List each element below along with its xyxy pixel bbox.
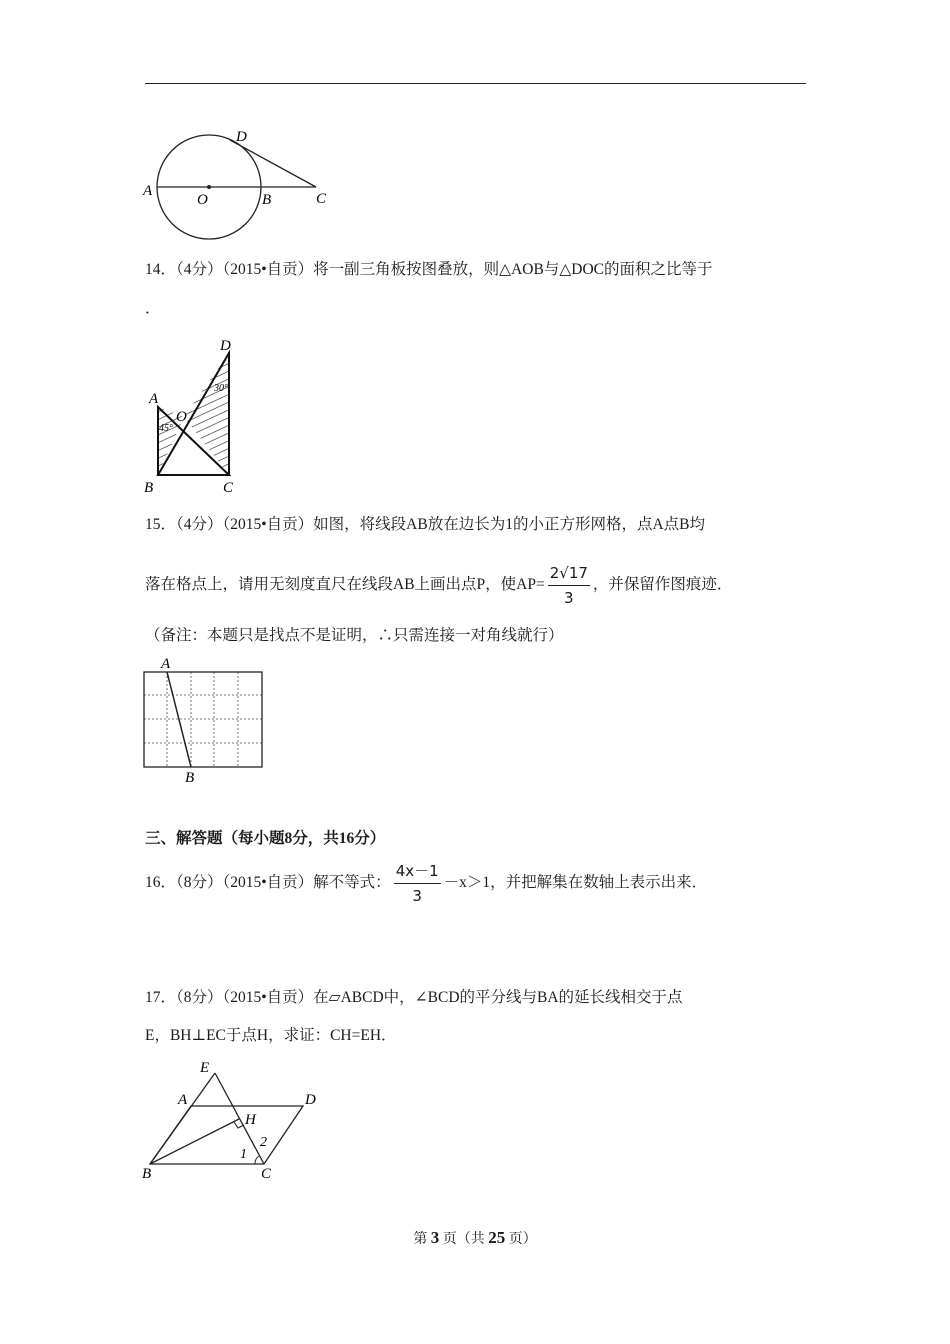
q16-frac-num: 4x－1: [394, 860, 441, 884]
header-rule: [145, 83, 806, 84]
angle-1: 1: [240, 1147, 247, 1162]
footer-page: 3: [430, 1228, 440, 1247]
label-o: O: [197, 192, 208, 208]
q16-frac-den: 3: [412, 887, 422, 905]
label-d: D: [220, 338, 231, 354]
label-b: B: [262, 192, 272, 208]
section-heading: 三、解答题（每小题8分，共16分）: [145, 830, 386, 847]
footer-total: 25: [488, 1228, 506, 1247]
label-b: B: [185, 770, 195, 785]
angle-45: 45°: [159, 423, 173, 434]
q14-line2: ．: [145, 300, 161, 317]
label-c: C: [316, 191, 327, 207]
page-footer: [0, 1228, 950, 1248]
q15-fraction: [548, 562, 590, 609]
figure-parallelogram: [138, 1052, 338, 1182]
label-o: O: [176, 409, 187, 425]
figure-circle-tangent: [138, 125, 338, 245]
label-b: B: [142, 1166, 152, 1182]
shaded-triangle-doc: [184, 353, 229, 475]
q17-line2: E，BH⊥EC于点H，求证：CH=EH．: [145, 1027, 397, 1044]
label-a: A: [161, 656, 171, 672]
q15-line1: 15．（4分）（2015•自贡）如图，将线段AB放在边长为1的小正方形网格，点A点B均: [145, 516, 705, 533]
label-d: D: [236, 129, 247, 145]
footer-pre: 第: [413, 1232, 431, 1247]
center-dot: [207, 185, 211, 189]
footer-post: 页）: [505, 1232, 537, 1247]
q16-post: －x＞1，并把解集在数轴上表示出来．: [443, 874, 708, 892]
line-be: [150, 1073, 215, 1164]
q15-frac-den: 3: [564, 589, 574, 607]
q17-line1: 17．（8分）（2015•自贡）在▱ABCD中，∠BCD的平分线与BA的延长线相交于点: [145, 989, 683, 1006]
figure-grid: [140, 655, 270, 785]
segment-ab: [167, 672, 191, 767]
tangent-dc: [230, 140, 316, 187]
label-d: D: [305, 1092, 316, 1108]
q15-note: （备注：本题只是找点不是证明，∴只需连接一对角线就行）: [145, 627, 564, 644]
figure-set-squares: [140, 335, 250, 495]
label-c: C: [261, 1166, 272, 1182]
angle-arc-c: [255, 1156, 259, 1164]
q15-line2-post: ，并保留作图痕迹．: [592, 576, 733, 594]
label-a: A: [143, 183, 153, 199]
q16-fraction: [394, 860, 441, 907]
footer-mid: 页（共: [439, 1232, 489, 1247]
q16-pre: 16．（8分）（2015•自贡）解不等式：: [145, 874, 391, 892]
label-h: H: [245, 1112, 256, 1128]
label-e: E: [200, 1060, 210, 1076]
label-a: A: [178, 1092, 188, 1108]
q15-line2: [145, 562, 732, 609]
q14-line1: 14．（4分）（2015•自贡）将一副三角板按图叠放，则△AOB与△DOC的面积之比等于: [145, 261, 713, 278]
q16-line: [145, 860, 707, 907]
label-b: B: [144, 480, 154, 495]
angle-2: 2: [260, 1135, 267, 1150]
line-bh: [150, 1119, 239, 1164]
parallelogram-abcd: [150, 1106, 303, 1164]
label-a: A: [149, 391, 159, 407]
q15-line2-pre: 落在格点上，请用无刻度直尺在线段AB上画出点P，使AP=: [145, 576, 545, 594]
angle-30: 30°: [214, 383, 228, 394]
label-c: C: [223, 480, 234, 495]
q15-frac-num: 2√17: [548, 562, 590, 586]
